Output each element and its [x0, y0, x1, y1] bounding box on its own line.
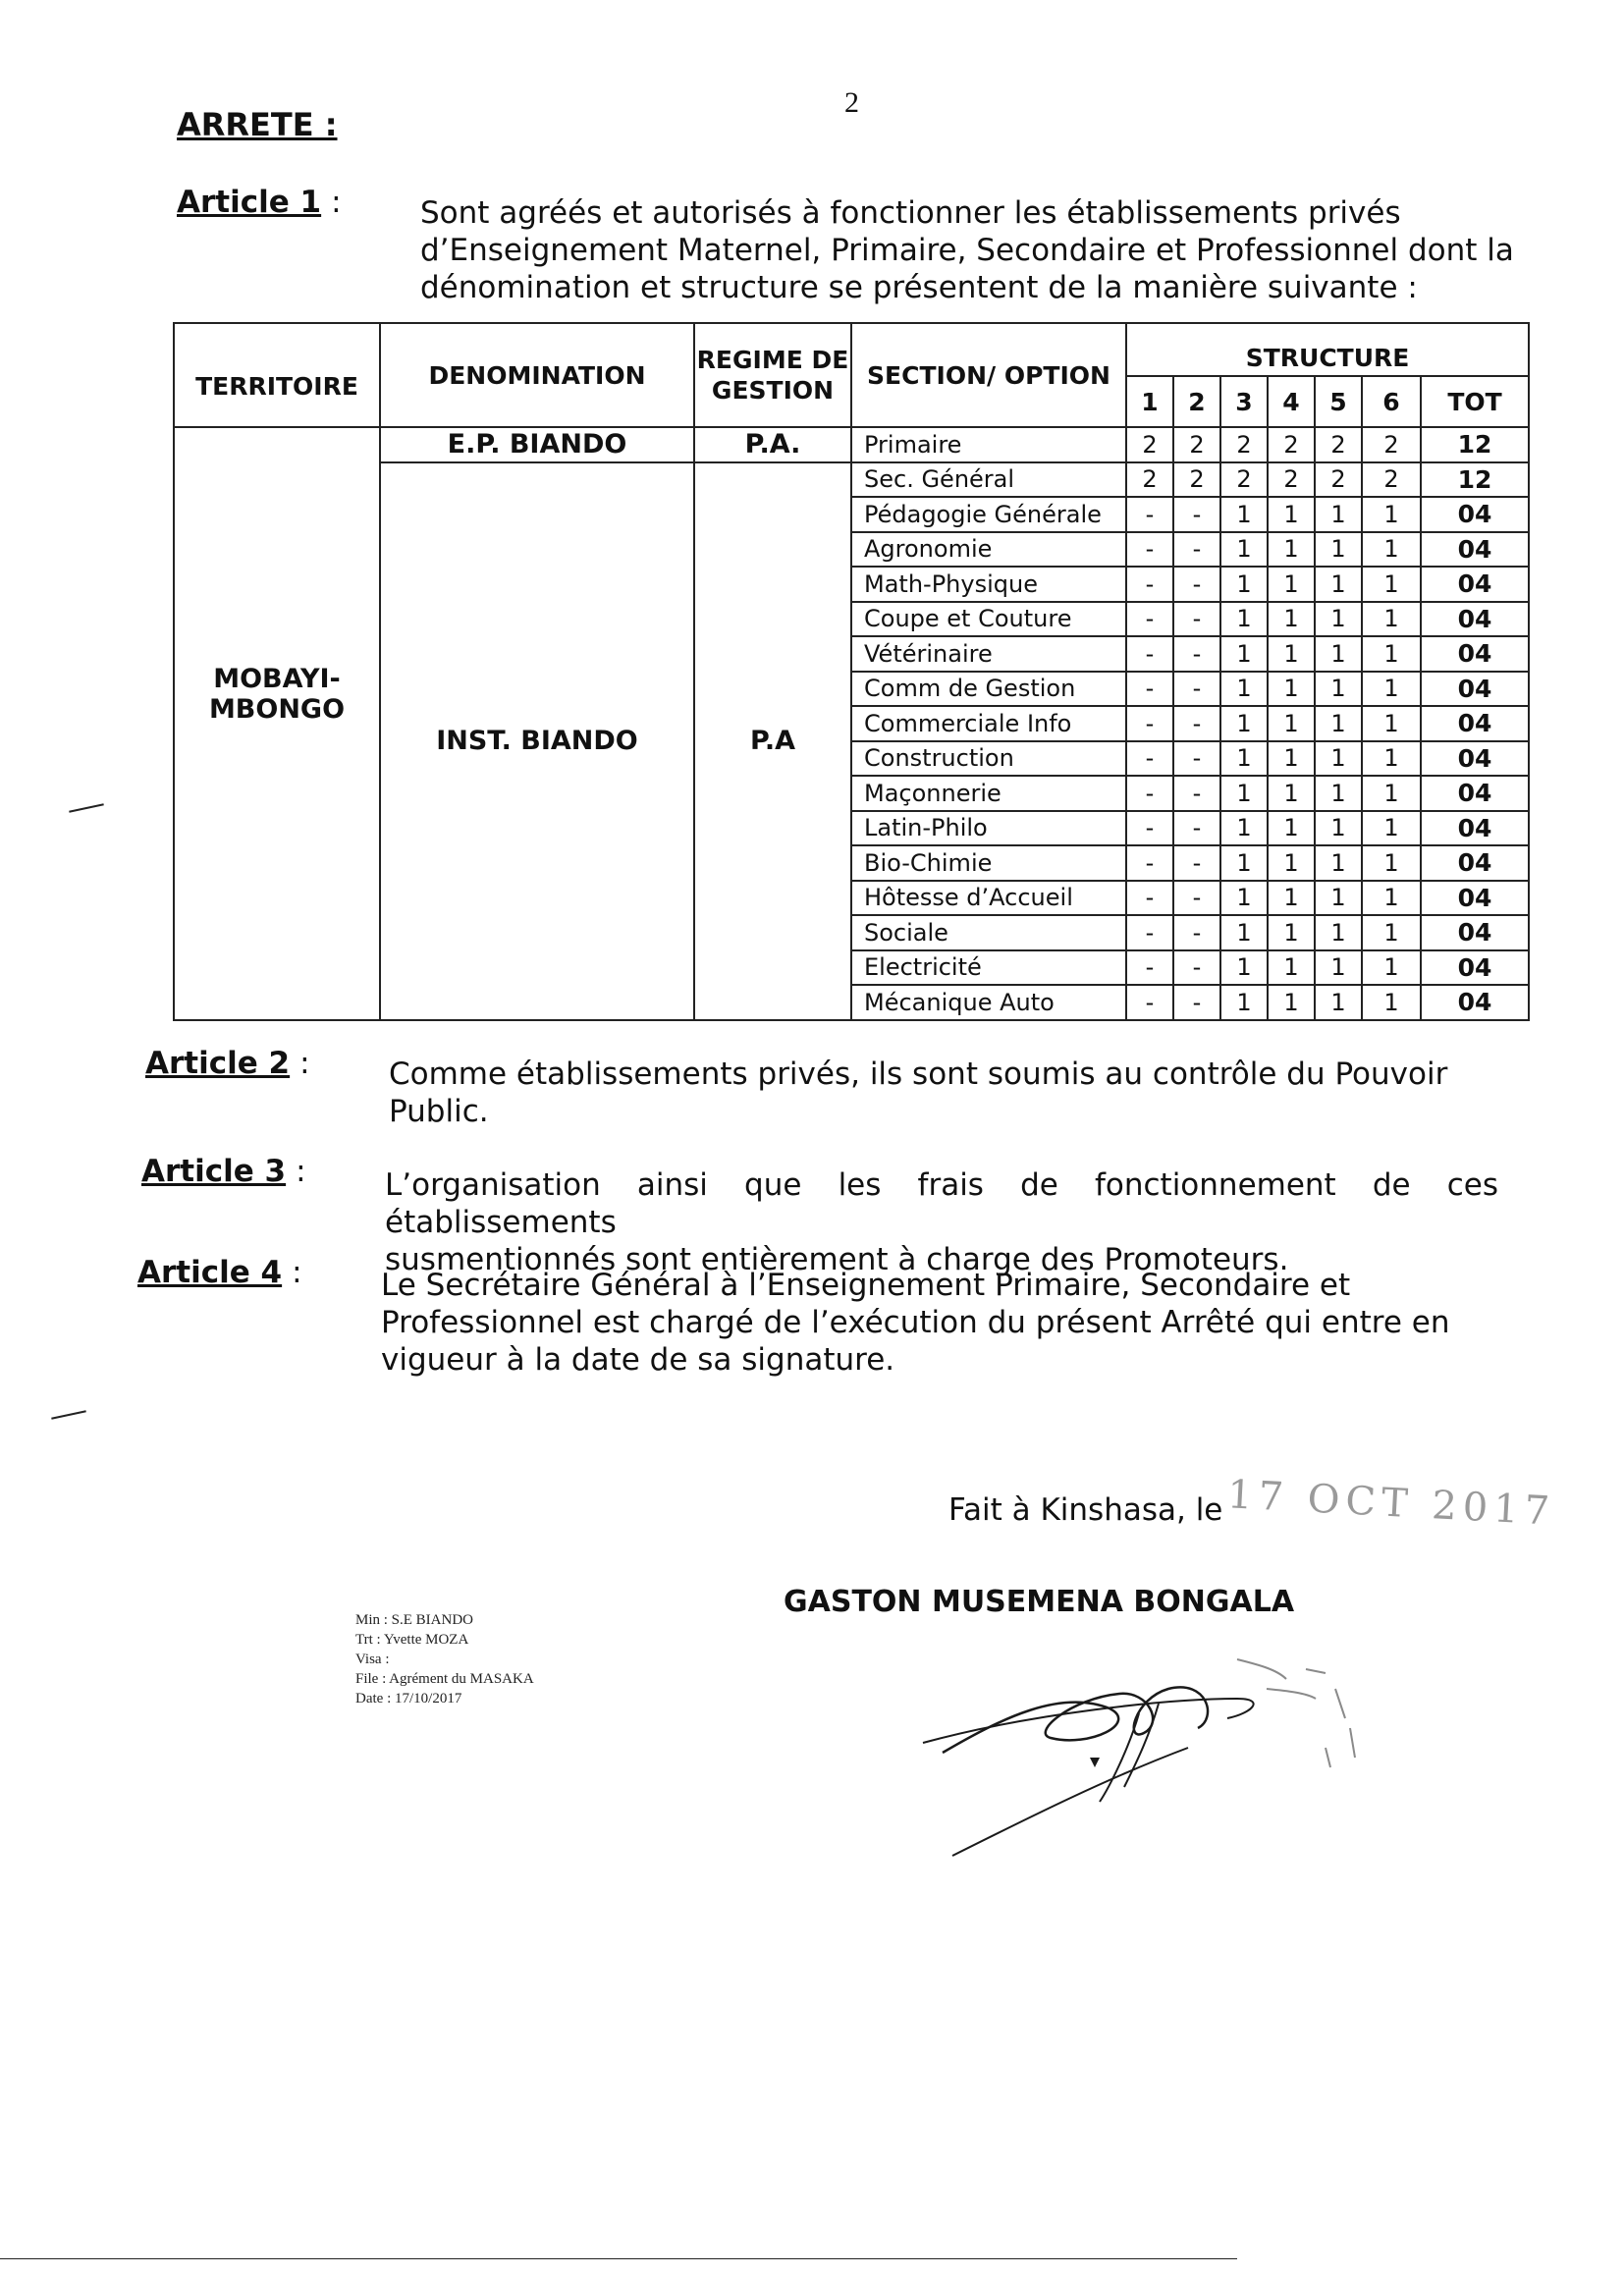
- header-year-3: 3: [1220, 376, 1268, 427]
- section-cell: Agronomie: [851, 532, 1126, 568]
- year-3-cell: 1: [1220, 950, 1268, 986]
- year-3-cell: 1: [1220, 636, 1268, 672]
- year-3-cell: 2: [1220, 427, 1268, 462]
- year-2-cell: -: [1173, 985, 1220, 1020]
- year-2-cell: 2: [1173, 462, 1220, 498]
- year-5-cell: 1: [1315, 636, 1362, 672]
- year-6-cell: 1: [1362, 672, 1421, 707]
- year-2-cell: -: [1173, 567, 1220, 602]
- total-cell: 04: [1421, 602, 1529, 637]
- denomination-cell: E.P. BIANDO: [380, 427, 694, 462]
- header-year-1: 1: [1126, 376, 1173, 427]
- year-4-cell: 1: [1268, 881, 1315, 916]
- total-cell: 04: [1421, 672, 1529, 707]
- year-2-cell: -: [1173, 776, 1220, 811]
- header-regime: REGIME DE GESTION: [694, 323, 851, 427]
- total-cell: 04: [1421, 985, 1529, 1020]
- total-cell: 04: [1421, 845, 1529, 881]
- regime-cell: P.A.: [694, 427, 851, 462]
- page-number: 2: [844, 86, 859, 119]
- year-2-cell: -: [1173, 497, 1220, 532]
- year-3-cell: 1: [1220, 497, 1268, 532]
- section-cell: Commerciale Info: [851, 706, 1126, 741]
- year-5-cell: 1: [1315, 811, 1362, 846]
- year-3-cell: 1: [1220, 567, 1268, 602]
- section-cell: Mécanique Auto: [851, 985, 1126, 1020]
- year-5-cell: 1: [1315, 950, 1362, 986]
- regime-cell: P.A: [694, 462, 851, 1020]
- year-5-cell: 1: [1315, 706, 1362, 741]
- header-denomination: DENOMINATION: [380, 323, 694, 427]
- year-3-cell: 1: [1220, 985, 1268, 1020]
- year-4-cell: 1: [1268, 672, 1315, 707]
- year-2-cell: -: [1173, 602, 1220, 637]
- section-cell: Latin-Philo: [851, 811, 1126, 846]
- year-5-cell: 1: [1315, 845, 1362, 881]
- total-cell: 04: [1421, 915, 1529, 950]
- signatory-name: GASTON MUSEMENA BONGALA: [784, 1585, 1295, 1619]
- section-cell: Pédagogie Générale: [851, 497, 1126, 532]
- header-year-5: 5: [1315, 376, 1362, 427]
- year-1-cell: -: [1126, 845, 1173, 881]
- year-1-cell: -: [1126, 985, 1173, 1020]
- section-cell: Math-Physique: [851, 567, 1126, 602]
- decree-heading: ARRETE :: [177, 106, 338, 143]
- total-cell: 04: [1421, 567, 1529, 602]
- signature: [913, 1630, 1424, 1866]
- section-cell: Bio-Chimie: [851, 845, 1126, 881]
- header-territoire: TERRITOIRE: [174, 323, 380, 427]
- year-5-cell: 1: [1315, 985, 1362, 1020]
- year-6-cell: 1: [1362, 776, 1421, 811]
- header-tot: TOT: [1421, 376, 1529, 427]
- date-stamp: 17 OCT 2017: [1226, 1472, 1557, 1535]
- territoire-cell: MOBAYI-MBONGO: [174, 427, 380, 1020]
- year-6-cell: 1: [1362, 950, 1421, 986]
- year-5-cell: 2: [1315, 427, 1362, 462]
- year-2-cell: 2: [1173, 427, 1220, 462]
- year-5-cell: 1: [1315, 602, 1362, 637]
- year-1-cell: 2: [1126, 462, 1173, 498]
- year-1-cell: -: [1126, 881, 1173, 916]
- section-cell: Sec. Général: [851, 462, 1126, 498]
- year-6-cell: 1: [1362, 985, 1421, 1020]
- year-6-cell: 1: [1362, 567, 1421, 602]
- section-cell: Coupe et Couture: [851, 602, 1126, 637]
- total-cell: 04: [1421, 532, 1529, 568]
- total-cell: 04: [1421, 950, 1529, 986]
- section-cell: Maçonnerie: [851, 776, 1126, 811]
- year-1-cell: -: [1126, 602, 1173, 637]
- total-cell: 04: [1421, 776, 1529, 811]
- article-4-label: Article 4 :: [137, 1255, 302, 1290]
- section-cell: Electricité: [851, 950, 1126, 986]
- year-1-cell: -: [1126, 497, 1173, 532]
- section-cell: Hôtesse d’Accueil: [851, 881, 1126, 916]
- year-5-cell: 1: [1315, 741, 1362, 777]
- year-5-cell: 1: [1315, 532, 1362, 568]
- section-cell: Primaire: [851, 427, 1126, 462]
- year-3-cell: 1: [1220, 706, 1268, 741]
- year-6-cell: 1: [1362, 741, 1421, 777]
- year-4-cell: 1: [1268, 567, 1315, 602]
- year-4-cell: 1: [1268, 915, 1315, 950]
- table-row: [174, 427, 1529, 462]
- denomination-cell: INST. BIANDO: [380, 462, 694, 1020]
- year-4-cell: 1: [1268, 706, 1315, 741]
- section-cell: Sociale: [851, 915, 1126, 950]
- year-6-cell: 1: [1362, 915, 1421, 950]
- total-cell: 12: [1421, 462, 1529, 498]
- year-1-cell: 2: [1126, 427, 1173, 462]
- year-4-cell: 1: [1268, 532, 1315, 568]
- year-1-cell: -: [1126, 811, 1173, 846]
- bottom-edge-line: [0, 2258, 1237, 2259]
- article-1-text: Sont agréés et autorisés à fonctionner les établissements privés d’Enseignement Maternel, Primaire, Secondaire et Professionnel dont la dénomination et structure se présentent de la manière suivante :: [420, 195, 1514, 305]
- year-5-cell: 1: [1315, 915, 1362, 950]
- year-6-cell: 1: [1362, 706, 1421, 741]
- year-4-cell: 2: [1268, 462, 1315, 498]
- year-1-cell: -: [1126, 567, 1173, 602]
- header-structure: STRUCTURE: [1126, 323, 1529, 376]
- year-2-cell: -: [1173, 672, 1220, 707]
- structure-table: [173, 322, 1528, 1019]
- total-cell: 04: [1421, 497, 1529, 532]
- year-6-cell: 1: [1362, 497, 1421, 532]
- year-2-cell: -: [1173, 706, 1220, 741]
- header-year-6: 6: [1362, 376, 1421, 427]
- year-2-cell: -: [1173, 811, 1220, 846]
- year-4-cell: 1: [1268, 950, 1315, 986]
- year-4-cell: 1: [1268, 776, 1315, 811]
- year-4-cell: 1: [1268, 497, 1315, 532]
- year-1-cell: -: [1126, 915, 1173, 950]
- year-5-cell: 1: [1315, 672, 1362, 707]
- total-cell: 04: [1421, 706, 1529, 741]
- year-3-cell: 2: [1220, 462, 1268, 498]
- year-5-cell: 1: [1315, 776, 1362, 811]
- section-cell: Vétérinaire: [851, 636, 1126, 672]
- header-section: SECTION/ OPTION: [851, 323, 1126, 427]
- year-2-cell: -: [1173, 915, 1220, 950]
- year-3-cell: 1: [1220, 741, 1268, 777]
- year-4-cell: 1: [1268, 602, 1315, 637]
- year-5-cell: 2: [1315, 462, 1362, 498]
- year-6-cell: 1: [1362, 636, 1421, 672]
- section-cell: Comm de Gestion: [851, 672, 1126, 707]
- year-1-cell: -: [1126, 741, 1173, 777]
- article-3-label: Article 3 :: [141, 1154, 306, 1189]
- year-3-cell: 1: [1220, 776, 1268, 811]
- header-year-4: 4: [1268, 376, 1315, 427]
- year-1-cell: -: [1126, 706, 1173, 741]
- year-3-cell: 1: [1220, 811, 1268, 846]
- year-5-cell: 1: [1315, 567, 1362, 602]
- year-3-cell: 1: [1220, 602, 1268, 637]
- total-cell: 04: [1421, 881, 1529, 916]
- header-year-2: 2: [1173, 376, 1220, 427]
- year-6-cell: 1: [1362, 602, 1421, 637]
- year-5-cell: 1: [1315, 881, 1362, 916]
- year-2-cell: -: [1173, 636, 1220, 672]
- section-cell: Construction: [851, 741, 1126, 777]
- year-2-cell: -: [1173, 741, 1220, 777]
- year-6-cell: 2: [1362, 427, 1421, 462]
- year-1-cell: -: [1126, 950, 1173, 986]
- year-6-cell: 1: [1362, 532, 1421, 568]
- year-3-cell: 1: [1220, 672, 1268, 707]
- article-4-text: Le Secrétaire Général à l’Enseignement Primaire, Secondaire et Professionnel est chargé de l’exécution du présent Arrêté qui entre en vigueur à la date de sa signature.: [381, 1268, 1450, 1378]
- year-4-cell: 1: [1268, 811, 1315, 846]
- year-4-cell: 1: [1268, 741, 1315, 777]
- year-4-cell: 1: [1268, 845, 1315, 881]
- year-4-cell: 1: [1268, 636, 1315, 672]
- year-6-cell: 1: [1362, 881, 1421, 916]
- year-4-cell: 1: [1268, 985, 1315, 1020]
- year-3-cell: 1: [1220, 915, 1268, 950]
- year-1-cell: -: [1126, 636, 1173, 672]
- year-6-cell: 1: [1362, 845, 1421, 881]
- year-5-cell: 1: [1315, 497, 1362, 532]
- year-2-cell: -: [1173, 845, 1220, 881]
- year-2-cell: -: [1173, 950, 1220, 986]
- year-6-cell: 2: [1362, 462, 1421, 498]
- article-2-label: Article 2 :: [145, 1046, 310, 1081]
- year-3-cell: 1: [1220, 845, 1268, 881]
- total-cell: 04: [1421, 741, 1529, 777]
- total-cell: 04: [1421, 636, 1529, 672]
- scan-mark: [69, 803, 104, 812]
- article-2-text: Comme établissements privés, ils sont soumis au contrôle du Pouvoir Public.: [389, 1056, 1448, 1129]
- year-1-cell: -: [1126, 672, 1173, 707]
- article-1-label: Article 1 :: [177, 185, 342, 220]
- year-6-cell: 1: [1362, 811, 1421, 846]
- year-2-cell: -: [1173, 532, 1220, 568]
- year-2-cell: -: [1173, 881, 1220, 916]
- year-4-cell: 2: [1268, 427, 1315, 462]
- year-3-cell: 1: [1220, 881, 1268, 916]
- year-1-cell: -: [1126, 776, 1173, 811]
- total-cell: 04: [1421, 811, 1529, 846]
- total-cell: 12: [1421, 427, 1529, 462]
- year-3-cell: 1: [1220, 532, 1268, 568]
- scan-mark: [51, 1410, 86, 1419]
- year-1-cell: -: [1126, 532, 1173, 568]
- reference-block: Min : S.E BIANDO Trt : Yvette MOZA Visa : File : Agrément du MASAKA Date : 17/10/2017: [355, 1612, 534, 1706]
- article-3-text: L’organisation ainsi que les frais de fonctionnement de ces établissements susmentionnés sont entièrement à charge des Promoteurs.: [385, 1167, 1498, 1277]
- place-and-date: Fait à Kinshasa, le: [948, 1492, 1223, 1528]
